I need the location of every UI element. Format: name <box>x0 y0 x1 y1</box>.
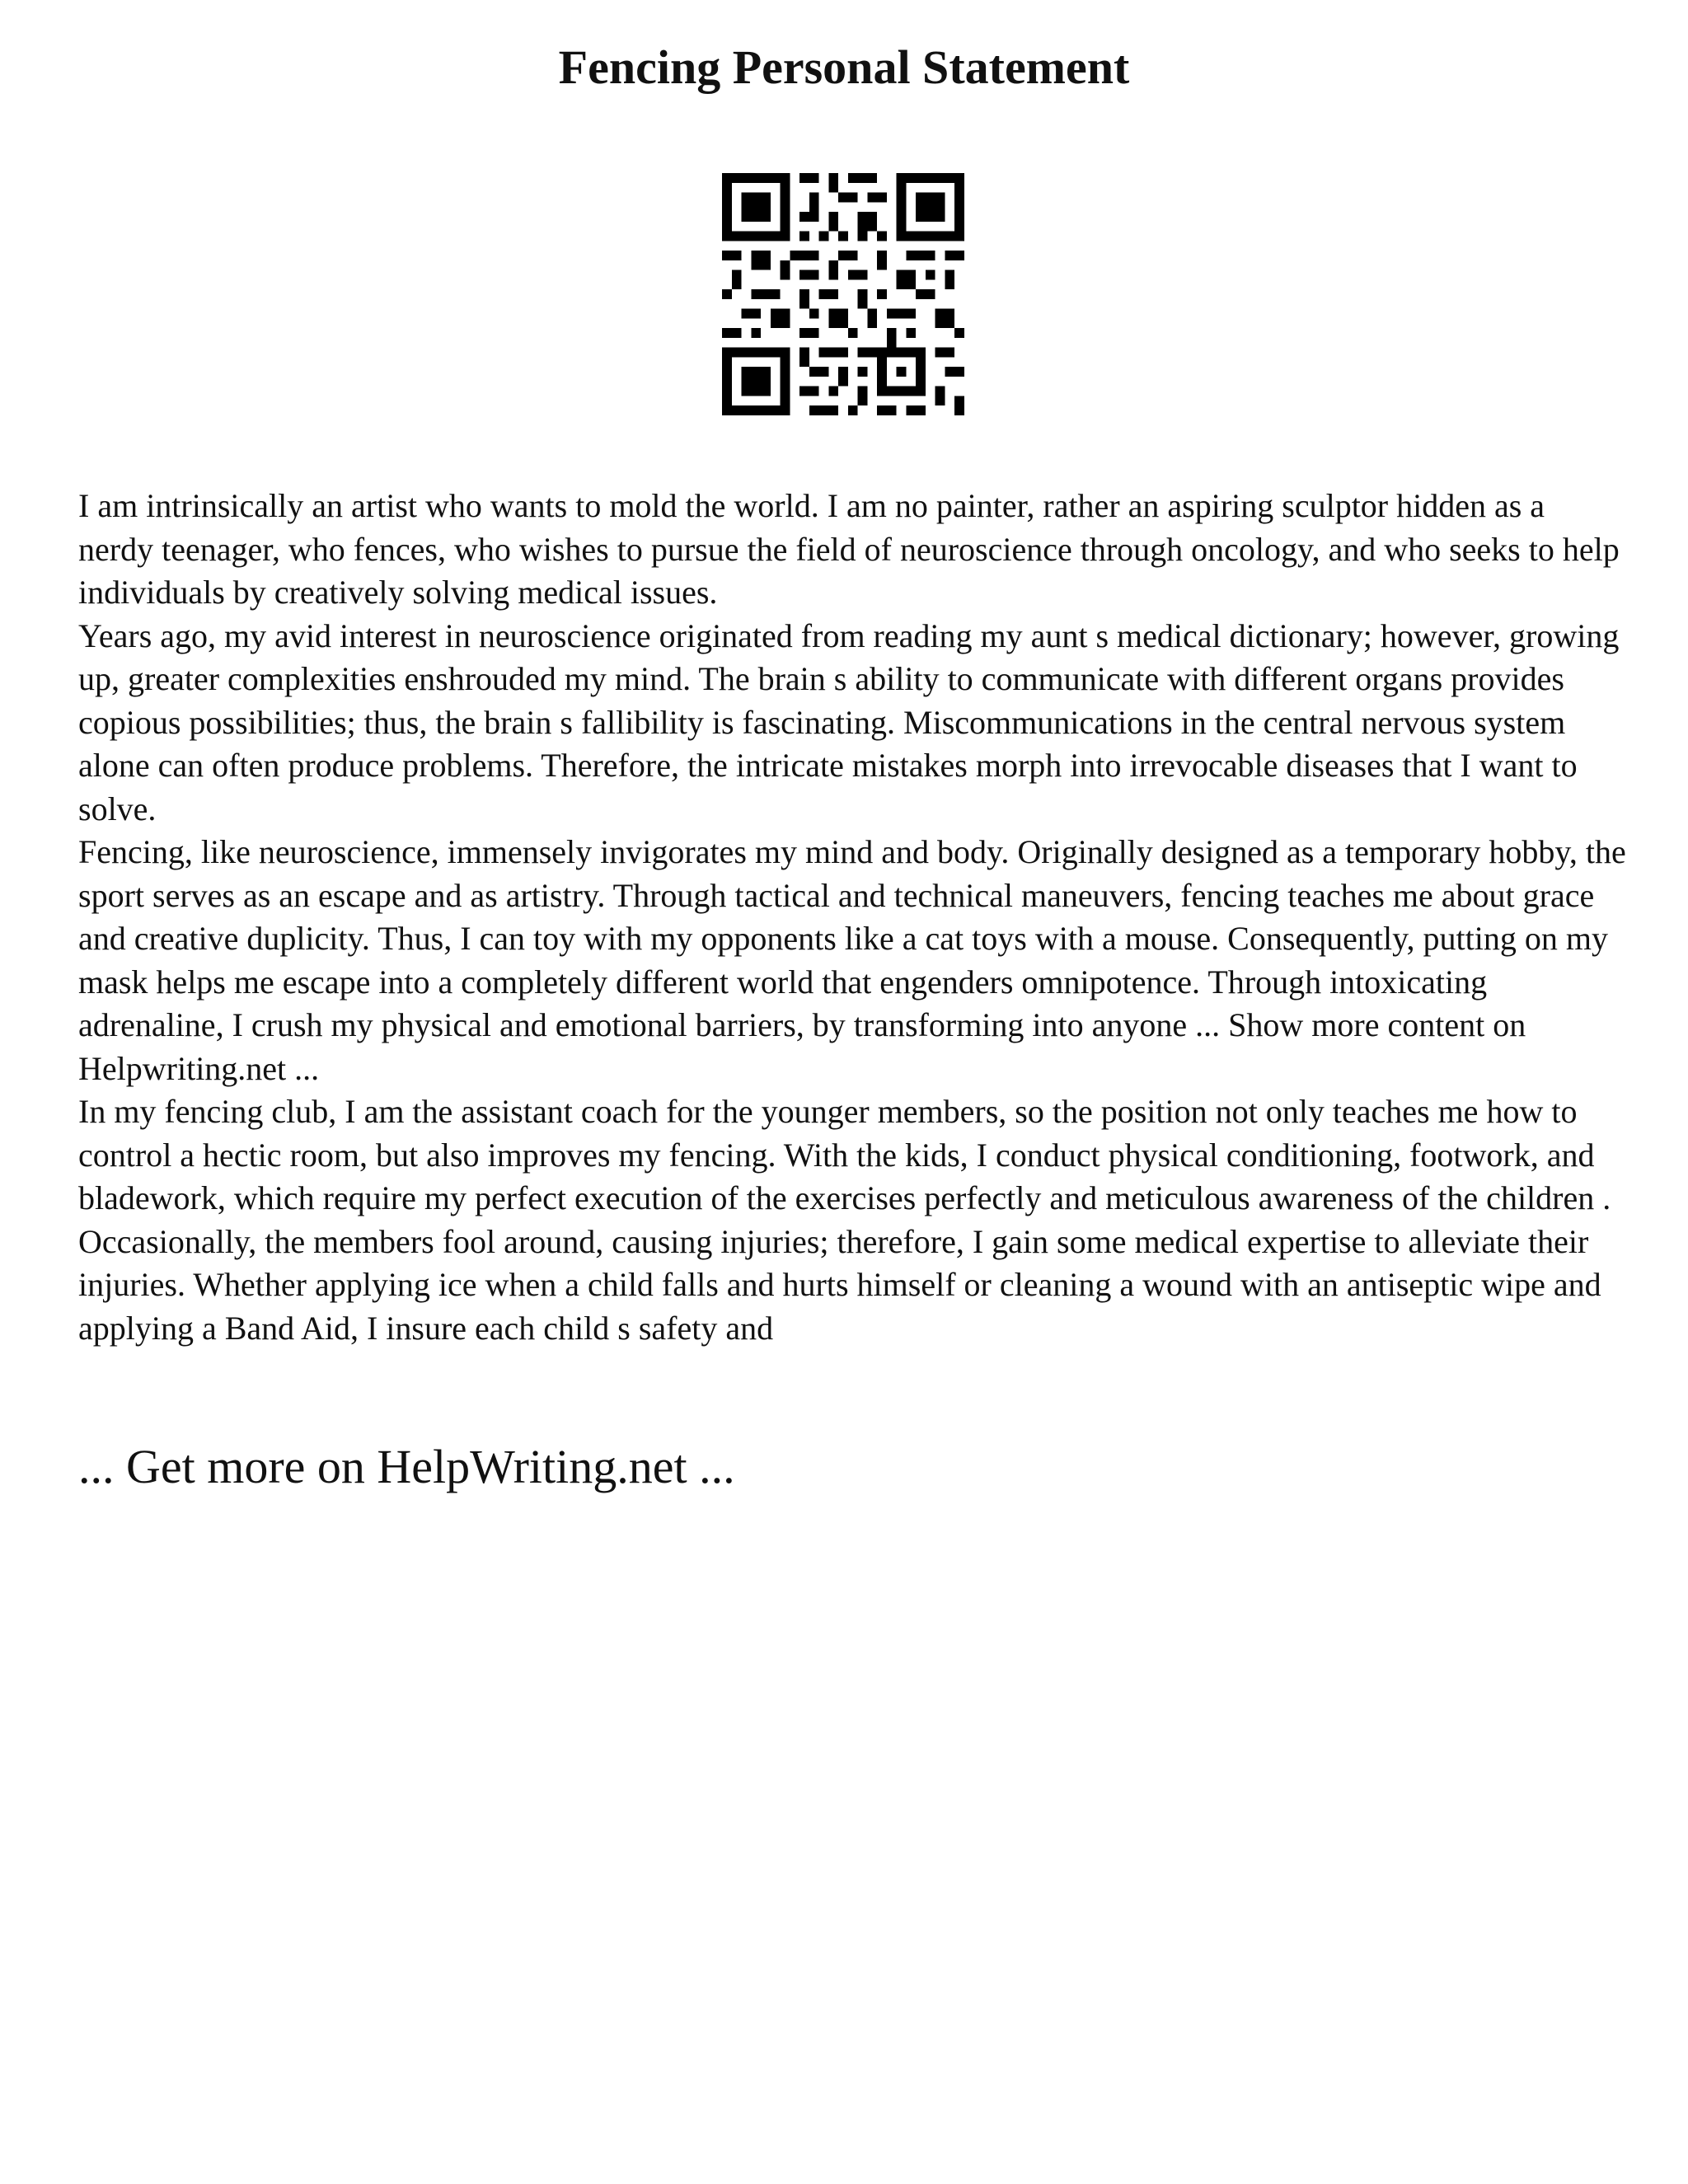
statement-body <box>78 485 1628 1350</box>
paragraph: I am intrinsically an artist who wants to mold the world. I am no painter, rather an aspiring sculptor hidden as a nerdy teenager, who fences, who wishes to pursue the field of neuroscience through oncology, and who seeks to help individuals by creatively solving medical issues. <box>78 487 1620 611</box>
paragraph: Years ago, my avid interest in neuroscience originated from reading my aunt s medical dictionary; however, growing up, greater complexities enshrouded my mind. The brain s ability to communicate with different organs provides copious possibilities; thus, the brain s fallibility is fascinating. Miscommunications in the central nervous system alone can often produce problems. Therefore, the intricate mistakes morph into irrevocable diseases that I want to solve. <box>78 616 1620 827</box>
paragraph: In my fencing club, I am the assistant coach for the younger members, so the position not only teaches me how to control a hectic room, but also improves my fencing. With the kids, I conduct physical conditioning, footwork, and bladework, which require my perfect execution of the exercises perfectly and meticulous awareness of the children . Occasionally, the members fool around, causing injuries; therefore, I gain some medical expertise to alleviate their injuries. Whether applying ice when a child falls and hurts himself or cleaning a wound with an antiseptic wipe and applying a Band Aid, I insure each child s safety and <box>78 1093 1611 1347</box>
qr-code-icon <box>722 173 964 415</box>
get-more-link[interactable]: ... Get more on HelpWriting.net ... <box>78 1440 735 1493</box>
document-title: Fencing Personal Statement <box>558 40 1130 94</box>
paragraph: Fencing, like neuroscience, immensely invigorates my mind and body. Originally designed as a temporary hobby, the sport serves as an escape and as artistry. Through tactical and technical maneuvers, fencing teaches me about grace and creative duplicity. Thus, I can toy with my opponents like a cat toys with a mouse. Consequently, putting on my mask helps me escape into a completely different world that engenders omnipotence. Through intoxicating adrenaline, I crush my physical and emotional barriers, by transforming into anyone ... Show more content on Helpwriting.net ... <box>78 833 1626 1087</box>
